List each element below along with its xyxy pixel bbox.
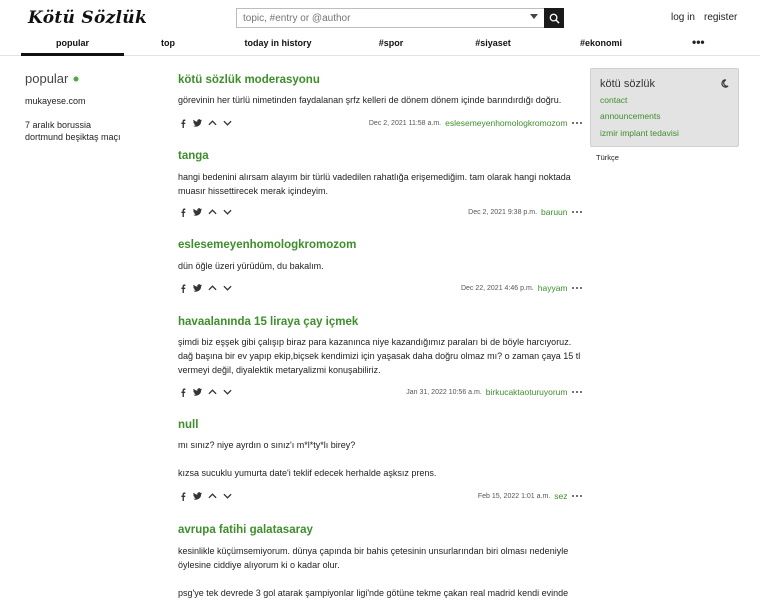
- nav-tab-spor[interactable]: #spor: [378, 38, 404, 48]
- entry-menu-icon[interactable]: [572, 391, 583, 394]
- entry-footer: [178, 491, 582, 503]
- entry-line: hangi bedenini alırsam alayım bir türlü vadedilen rahatlığa erişemediğim. tam olarak hangi noktada: [178, 172, 571, 182]
- entry-line: psg'ye tek devrede 3 gol atarak şampiyonlar ligi'nde götüne tekme çakan real madrid kendi evinde: [178, 588, 569, 598]
- entry: [178, 150, 582, 198]
- search-icon: [549, 13, 560, 24]
- entry-title[interactable]: null: [178, 419, 199, 431]
- popular-heading: [25, 71, 80, 86]
- search-input[interactable]: [236, 8, 544, 28]
- announcements-link[interactable]: announcements: [600, 111, 661, 121]
- entry: [178, 524, 582, 600]
- entry-title[interactable]: kötü sözlük moderasyonu: [178, 74, 320, 86]
- nav-tab-popular[interactable]: popular: [21, 36, 124, 56]
- facebook-icon[interactable]: [178, 207, 187, 217]
- entry-actions: [178, 491, 232, 501]
- popular-item[interactable]: 7 aralık borussia dortmund beşiktaş maçı: [25, 120, 121, 142]
- sponsor-link[interactable]: izmir implant tedavisi: [600, 128, 679, 138]
- site-header: [0, 0, 760, 56]
- entry-title[interactable]: avrupa fatihi galatasaray: [178, 524, 313, 536]
- entry-meta: [406, 387, 582, 397]
- entry-date[interactable]: Feb 15, 2022 1:01 a.m.: [477, 492, 551, 500]
- entry-line: kızsa sucuklu yumurta date'i teklif edecek herhalde aşksız prens.: [178, 468, 437, 478]
- entry-line: öylesine ciddiye alıyorum ki o kadar olur.: [178, 560, 340, 570]
- downvote-icon[interactable]: [223, 207, 232, 217]
- entry-line: görevinin her türlü nimetinden faydalanan şrfz kelleri de dönem dönem içinde barındırdığı doğru.: [178, 95, 562, 105]
- entry-menu-icon[interactable]: [572, 495, 583, 498]
- dropdown-caret-icon[interactable]: [530, 14, 538, 19]
- entry-author[interactable]: eslesemeyenhomologkromozom: [445, 118, 568, 128]
- downvote-icon[interactable]: [223, 491, 232, 501]
- site-info-title: kötü sözlük: [600, 78, 656, 90]
- upvote-icon[interactable]: [208, 283, 217, 293]
- nav-tab-today-in-history[interactable]: today in history: [244, 38, 312, 48]
- entry-meta: [468, 207, 582, 217]
- entry-menu-icon[interactable]: [572, 122, 583, 125]
- twitter-icon[interactable]: [193, 491, 202, 501]
- entry-author[interactable]: birkucaktaoturuyorum: [485, 387, 568, 397]
- facebook-icon[interactable]: [178, 283, 187, 293]
- entry-meta: [478, 491, 582, 501]
- upvote-icon[interactable]: [208, 387, 217, 397]
- entry-author[interactable]: hayyam: [537, 283, 568, 293]
- site-logo[interactable]: Kötü Sözlük: [28, 8, 148, 28]
- entry-body: [178, 438, 582, 480]
- entry-line: [178, 572, 582, 586]
- entry-actions: [178, 118, 232, 128]
- entry-date[interactable]: Dec 2, 2021 9:38 p.m.: [468, 208, 538, 216]
- downvote-icon[interactable]: [223, 118, 232, 128]
- entry-line: [178, 452, 582, 466]
- entry-line: vermeyi değil, diyalektik metaryalizmi konuşabiliriz.: [178, 365, 381, 375]
- downvote-icon[interactable]: [223, 283, 232, 293]
- twitter-icon[interactable]: [193, 283, 202, 293]
- entry-line: mı sınız? niye ayrdın o sınız'ı m*l*ty*lı birey?: [178, 440, 356, 450]
- entry-line: kesinlikle küçümsemiyorum. dünya çapında bir bahis çetesinin unsurlarından biri olması nedeniyle: [178, 546, 569, 556]
- entry-title[interactable]: eslesemeyenhomologkromozom: [178, 239, 357, 251]
- site-info-box: [590, 68, 739, 147]
- entry-line: şimdi biz eşşek gibi çalışıp biraz para kazanınca niye kazandığımız paraları bi de böyle harcıyoruz.: [178, 337, 572, 347]
- entry-body: [178, 259, 582, 273]
- entry: [178, 239, 582, 273]
- login-link[interactable]: log in: [671, 12, 695, 23]
- entry: [178, 74, 582, 107]
- entry: [178, 316, 582, 377]
- facebook-icon[interactable]: [178, 387, 187, 397]
- language-selector[interactable]: Türkçe: [596, 153, 619, 162]
- entry-actions: [178, 387, 232, 397]
- entry-author[interactable]: baruun: [541, 207, 568, 217]
- entry-menu-icon[interactable]: [572, 211, 583, 214]
- entry-date[interactable]: Jan 31, 2022 10:56 a.m.: [406, 388, 482, 396]
- facebook-icon[interactable]: [178, 118, 187, 128]
- entry-menu-icon[interactable]: [572, 287, 583, 290]
- entry-meta: [369, 118, 582, 128]
- facebook-icon[interactable]: [178, 491, 187, 501]
- entry-body: [178, 93, 582, 107]
- entry-date[interactable]: Dec 2, 2021 11:58 a.m.: [368, 119, 442, 127]
- more-icon[interactable]: •••: [692, 35, 705, 49]
- popular-item[interactable]: mukayese.com: [25, 96, 86, 106]
- upvote-icon[interactable]: [208, 491, 217, 501]
- entry-date[interactable]: Dec 22, 2021 4:46 p.m.: [460, 284, 534, 292]
- dark-mode-icon[interactable]: [720, 79, 729, 88]
- popular-list: [25, 95, 145, 143]
- entry-title[interactable]: havaalanında 15 liraya çay içmek: [178, 316, 359, 328]
- nav-tab-siyaset[interactable]: #siyaset: [475, 38, 511, 48]
- nav-tab-ekonomi[interactable]: #ekonomi: [579, 38, 622, 48]
- upvote-icon[interactable]: [208, 118, 217, 128]
- twitter-icon[interactable]: [193, 207, 202, 217]
- entry-footer: [178, 118, 582, 130]
- search-bar: [236, 8, 563, 28]
- entry-body: [178, 544, 582, 600]
- entry-line: dün öğle üzeri yürüdüm, du bakalım.: [178, 261, 324, 271]
- entry-meta: [461, 283, 582, 293]
- entry-footer: [178, 207, 582, 219]
- entry-actions: [178, 283, 232, 293]
- entry-line: dağ başına bir ev yapıp ekip,biçsek kendimizi için yaşasak daha doğru olmaz mı? o zaman çaya 15 tl: [178, 351, 581, 361]
- entry-line: muasır hissettirecek merak içindeyim.: [178, 186, 329, 196]
- entry-footer: [178, 283, 582, 295]
- entry-author[interactable]: sez: [554, 491, 568, 501]
- entry-footer: [178, 387, 582, 399]
- topic-nav: [0, 36, 760, 56]
- twitter-icon[interactable]: [193, 118, 202, 128]
- entry-body: [178, 170, 582, 198]
- nav-tab-top[interactable]: top: [161, 38, 175, 48]
- entry-title[interactable]: tanga: [178, 150, 209, 162]
- twitter-icon[interactable]: [193, 387, 202, 397]
- downvote-icon[interactable]: [223, 387, 232, 397]
- search-button[interactable]: [544, 8, 564, 28]
- entry: [178, 419, 582, 480]
- register-link[interactable]: register: [704, 12, 738, 23]
- popular-title: popular: [25, 71, 69, 86]
- settings-icon[interactable]: [72, 75, 80, 83]
- entry-body: [178, 335, 582, 377]
- contact-link[interactable]: contact: [600, 95, 628, 105]
- entry-actions: [178, 207, 232, 217]
- upvote-icon[interactable]: [208, 207, 217, 217]
